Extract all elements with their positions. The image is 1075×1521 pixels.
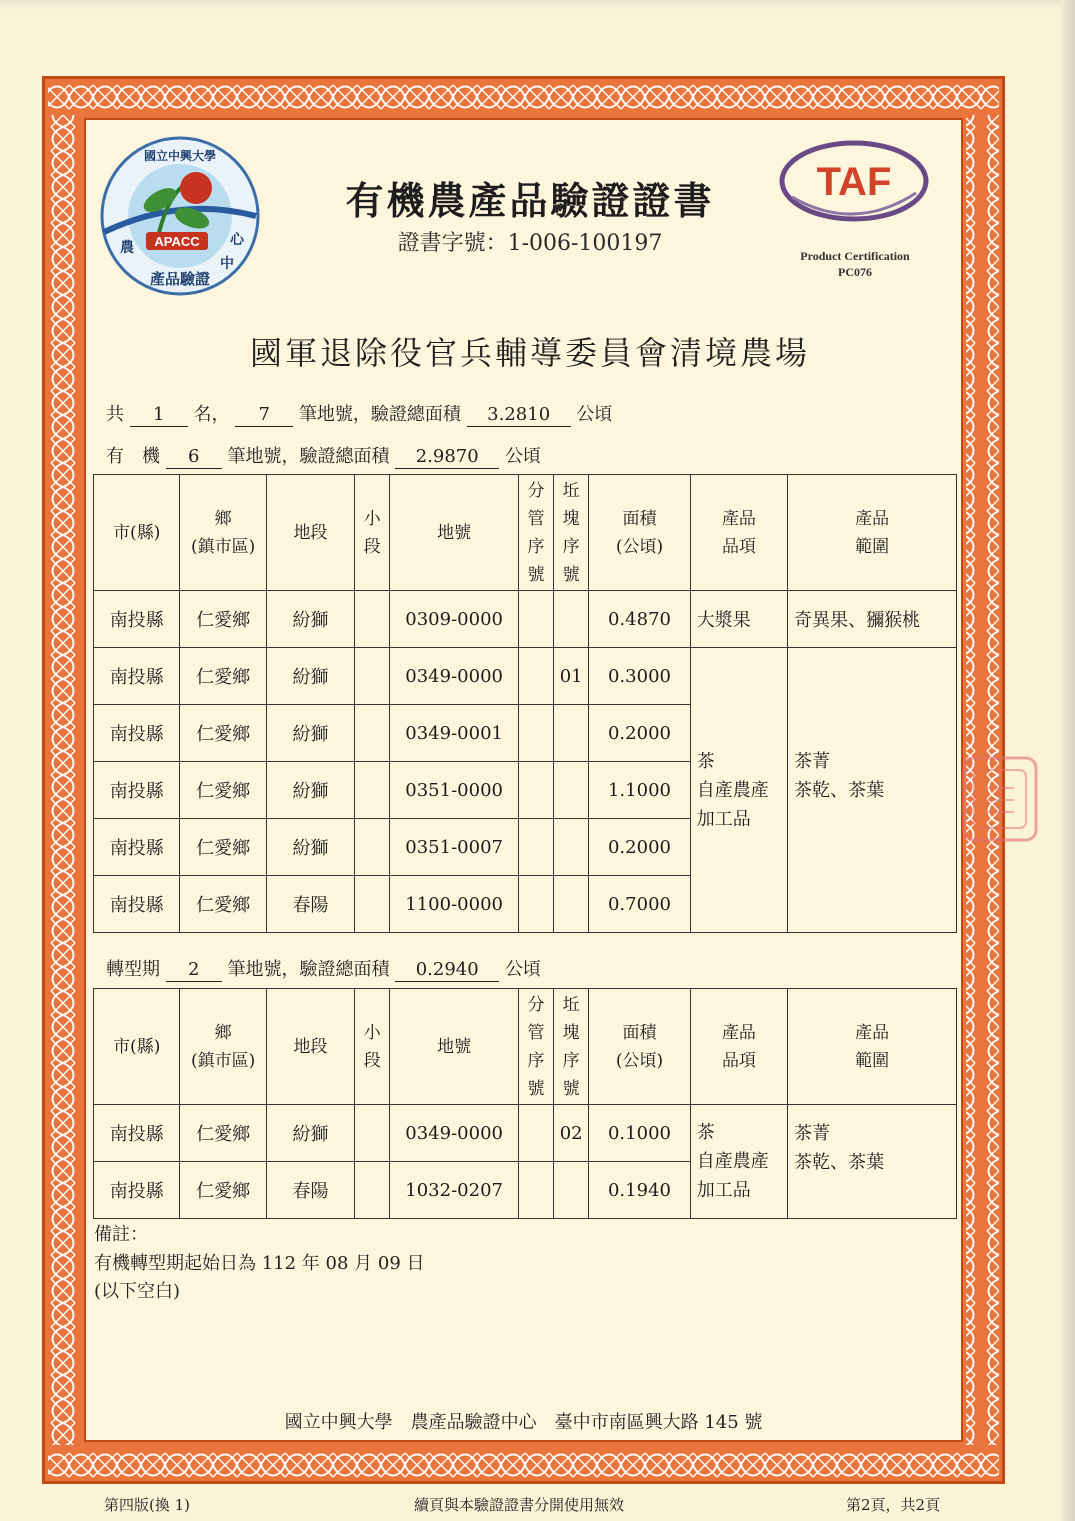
col-scope-1: 產品 bbox=[855, 508, 890, 529]
cell-area: 0.4870 bbox=[589, 591, 690, 648]
seal-stamp-icon bbox=[958, 748, 1040, 848]
col-county: 市(縣) bbox=[94, 475, 180, 591]
svg-text:APACC: APACC bbox=[154, 234, 200, 249]
taf-accreditation-text bbox=[780, 248, 930, 280]
cell-plot bbox=[554, 591, 589, 648]
transition-item-2: 自產農產 bbox=[696, 1151, 769, 1172]
cell-town: 仁愛鄉 bbox=[180, 819, 266, 876]
cell-subsection bbox=[355, 876, 390, 933]
cell-section: 紛獅 bbox=[266, 591, 354, 648]
mgmt-c2: 序 bbox=[527, 1050, 545, 1071]
col-area-2: (公頃) bbox=[615, 536, 664, 557]
cell-mgmt bbox=[518, 648, 553, 705]
cell-county: 南投縣 bbox=[94, 819, 180, 876]
cell-lot: 0349-0000 bbox=[390, 1105, 519, 1162]
transition-scope-1: 茶菁 bbox=[794, 1123, 831, 1144]
col-item bbox=[690, 989, 787, 1105]
cell-plot bbox=[554, 705, 589, 762]
organic-text: 筆地號，驗證總面積 bbox=[227, 446, 390, 467]
col-mgmt bbox=[518, 475, 553, 591]
col-plot bbox=[554, 475, 589, 591]
cell-section: 春陽 bbox=[266, 876, 354, 933]
cell-scope-group bbox=[788, 648, 957, 933]
organic-area: 2.9870 bbox=[395, 446, 499, 469]
cell-lot: 1100-0000 bbox=[390, 876, 519, 933]
mgmt-c0: 分 bbox=[527, 480, 545, 501]
cell-mgmt bbox=[518, 1105, 553, 1162]
taf-product-cert: Product Certification bbox=[800, 249, 910, 263]
cell-area: 0.3000 bbox=[589, 648, 690, 705]
cell-lot: 0351-0000 bbox=[390, 762, 519, 819]
cell-county: 南投縣 bbox=[94, 1105, 180, 1162]
cell-area: 1.1000 bbox=[589, 762, 690, 819]
col-town-2: (鎮市區) bbox=[190, 536, 256, 557]
col-section: 地段 bbox=[266, 475, 354, 591]
col-scope bbox=[788, 989, 957, 1105]
taf-logo-icon bbox=[778, 135, 930, 230]
transition-area: 0.2940 bbox=[395, 959, 499, 982]
transition-scope-2: 茶乾、茶葉 bbox=[794, 1152, 885, 1173]
transition-lot-table bbox=[93, 988, 957, 1219]
organic-label: 有 機 bbox=[106, 446, 160, 467]
cell-plot bbox=[554, 876, 589, 933]
transition-unit: 公頃 bbox=[504, 959, 541, 980]
cell-town: 仁愛鄉 bbox=[180, 762, 266, 819]
col-mgmt bbox=[518, 989, 553, 1105]
total-area: 3.2810 bbox=[467, 404, 571, 427]
cell-mgmt bbox=[518, 591, 553, 648]
col-lot: 地號 bbox=[390, 989, 519, 1105]
group-item-2: 自產農產 bbox=[696, 779, 769, 801]
cell-subsection bbox=[355, 591, 390, 648]
summary-total-line bbox=[106, 400, 612, 427]
organic-lots: 6 bbox=[166, 446, 222, 469]
cell-town: 仁愛鄉 bbox=[180, 648, 266, 705]
col-town-2: (鎮市區) bbox=[190, 1050, 256, 1071]
cell-scope: 奇異果、獼猴桃 bbox=[788, 591, 957, 648]
svg-text:TAF: TAF bbox=[816, 160, 892, 204]
col-subsection-1: 小 bbox=[363, 508, 381, 529]
col-section: 地段 bbox=[266, 989, 354, 1105]
apacc-seal-icon bbox=[96, 136, 264, 296]
scan-shadow-top bbox=[0, 0, 1075, 10]
transition-item-3: 加工品 bbox=[696, 1180, 751, 1201]
cell-lot: 0349-0000 bbox=[390, 648, 519, 705]
cell-subsection bbox=[355, 1162, 390, 1219]
continuation-note: 續頁與本驗證證書分開使用無效 bbox=[414, 1496, 625, 1514]
mgmt-c0: 分 bbox=[527, 994, 545, 1015]
group-item-3: 加工品 bbox=[696, 808, 751, 830]
cell-mgmt bbox=[518, 762, 553, 819]
table-row bbox=[94, 1105, 957, 1162]
cell-county: 南投縣 bbox=[94, 876, 180, 933]
remarks-line-1: 有機轉型期起始日為 112 年 08 月 09 日 bbox=[94, 1253, 425, 1274]
mgmt-c3: 號 bbox=[527, 564, 545, 585]
cell-mgmt bbox=[518, 705, 553, 762]
cell-subsection bbox=[355, 648, 390, 705]
svg-text:國立中興大學: 國立中興大學 bbox=[143, 149, 217, 163]
cell-area: 0.1940 bbox=[589, 1162, 690, 1219]
cell-item-group bbox=[690, 648, 787, 933]
cell-town: 仁愛鄉 bbox=[180, 705, 266, 762]
cell-mgmt bbox=[518, 876, 553, 933]
total-count: 1 bbox=[130, 404, 188, 427]
col-area-1: 面積 bbox=[622, 508, 657, 529]
transition-lots: 2 bbox=[166, 959, 222, 982]
cell-section: 紛獅 bbox=[266, 648, 354, 705]
transition-text: 筆地號，驗證總面積 bbox=[227, 959, 390, 980]
cell-item: 大漿果 bbox=[690, 591, 787, 648]
transition-item-1: 茶 bbox=[696, 1122, 715, 1143]
cell-subsection bbox=[355, 705, 390, 762]
cell-area: 0.1000 bbox=[589, 1105, 690, 1162]
organic-unit: 公頃 bbox=[504, 446, 541, 467]
col-area bbox=[589, 475, 690, 591]
col-town-1: 鄉 bbox=[214, 1022, 232, 1043]
cell-section: 紛獅 bbox=[266, 819, 354, 876]
certificate-number: 證書字號：1-006-100197 bbox=[397, 231, 663, 256]
col-town bbox=[180, 475, 266, 591]
cell-plot: 01 bbox=[554, 648, 589, 705]
table-header-row bbox=[94, 475, 957, 591]
cell-section: 紛獅 bbox=[266, 1105, 354, 1162]
cell-county: 南投縣 bbox=[94, 591, 180, 648]
table-row bbox=[94, 648, 957, 705]
cell-mgmt bbox=[518, 819, 553, 876]
cell-lot: 0349-0001 bbox=[390, 705, 519, 762]
col-item-2: 品項 bbox=[721, 536, 756, 557]
total-lots: 7 bbox=[235, 404, 293, 427]
cell-section: 春陽 bbox=[266, 1162, 354, 1219]
cell-subsection bbox=[355, 819, 390, 876]
svg-text:中: 中 bbox=[220, 256, 234, 272]
mgmt-c1: 管 bbox=[527, 508, 545, 529]
plot-c3: 號 bbox=[562, 1078, 580, 1099]
cell-county: 南投縣 bbox=[94, 762, 180, 819]
col-subsection-1: 小 bbox=[363, 1022, 381, 1043]
cell-town: 仁愛鄉 bbox=[180, 591, 266, 648]
scan-shadow-right bbox=[1061, 0, 1075, 1521]
cell-town: 仁愛鄉 bbox=[180, 876, 266, 933]
cell-town: 仁愛鄉 bbox=[180, 1162, 266, 1219]
cell-mgmt bbox=[518, 1162, 553, 1219]
plot-c2: 序 bbox=[562, 1050, 580, 1071]
svg-text:農: 農 bbox=[120, 240, 134, 256]
total-unit: 公頃 bbox=[576, 404, 613, 425]
mgmt-c3: 號 bbox=[527, 1078, 545, 1099]
plot-c1: 塊 bbox=[562, 1022, 580, 1043]
col-subsection bbox=[355, 989, 390, 1105]
plot-c3: 號 bbox=[562, 564, 580, 585]
table-row bbox=[94, 591, 957, 648]
svg-text:產品驗證: 產品驗證 bbox=[149, 270, 211, 288]
cell-county: 南投縣 bbox=[94, 648, 180, 705]
cell-area: 0.2000 bbox=[589, 705, 690, 762]
cell-county: 南投縣 bbox=[94, 1162, 180, 1219]
cell-section: 紛獅 bbox=[266, 762, 354, 819]
svg-text:心: 心 bbox=[230, 232, 244, 248]
organic-lot-table bbox=[93, 474, 957, 933]
summary-transition-line bbox=[106, 955, 541, 982]
page-number: 第2頁，共2頁 bbox=[846, 1496, 941, 1514]
cell-lot: 0309-0000 bbox=[390, 591, 519, 648]
col-plot bbox=[554, 989, 589, 1105]
col-subsection bbox=[355, 475, 390, 591]
col-town bbox=[180, 989, 266, 1105]
remarks-label: 備註： bbox=[94, 1224, 148, 1245]
cell-area: 0.2000 bbox=[589, 819, 690, 876]
col-item bbox=[690, 475, 787, 591]
cell-item-group bbox=[690, 1105, 787, 1219]
col-scope-1: 產品 bbox=[855, 1022, 890, 1043]
col-subsection-2: 段 bbox=[363, 536, 381, 557]
cell-town: 仁愛鄉 bbox=[180, 1105, 266, 1162]
taf-code: PC076 bbox=[838, 265, 872, 279]
cell-subsection bbox=[355, 762, 390, 819]
col-item-1: 產品 bbox=[721, 508, 756, 529]
cell-scope-group bbox=[788, 1105, 957, 1219]
form-version: 第四版(換 1) bbox=[104, 1496, 191, 1514]
mgmt-c2: 序 bbox=[527, 536, 545, 557]
col-town-1: 鄉 bbox=[214, 508, 232, 529]
total-suffix: 筆地號，驗證總面積 bbox=[298, 404, 461, 425]
issuer-address: 國立中興大學 農產品驗證中心 臺中市南區興大路 145 號 bbox=[284, 1412, 763, 1433]
cell-lot: 1032-0207 bbox=[390, 1162, 519, 1219]
plot-c0: 坵 bbox=[562, 480, 580, 501]
plot-c1: 塊 bbox=[562, 508, 580, 529]
col-area-2: (公頃) bbox=[615, 1050, 664, 1071]
cell-subsection bbox=[355, 1105, 390, 1162]
col-area bbox=[589, 989, 690, 1105]
col-scope bbox=[788, 475, 957, 591]
plot-c0: 坵 bbox=[562, 994, 580, 1015]
col-item-1: 產品 bbox=[721, 1022, 756, 1043]
cell-plot bbox=[554, 1162, 589, 1219]
col-scope-2: 範圍 bbox=[855, 1050, 890, 1071]
cell-county: 南投縣 bbox=[94, 705, 180, 762]
col-subsection-2: 段 bbox=[363, 1050, 381, 1071]
mgmt-c1: 管 bbox=[527, 1022, 545, 1043]
col-lot: 地號 bbox=[390, 475, 519, 591]
col-area-1: 面積 bbox=[622, 1022, 657, 1043]
transition-label: 轉型期 bbox=[106, 959, 160, 980]
table-header-row bbox=[94, 989, 957, 1105]
remarks-line-2: (以下空白) bbox=[94, 1281, 181, 1302]
cell-area: 0.7000 bbox=[589, 876, 690, 933]
col-scope-2: 範圍 bbox=[855, 536, 890, 557]
cell-lot: 0351-0007 bbox=[390, 819, 519, 876]
col-item-2: 品項 bbox=[721, 1050, 756, 1071]
certificate-title: 有機農產品驗證證書 bbox=[345, 178, 715, 223]
summary-organic-line bbox=[106, 442, 541, 469]
cell-plot bbox=[554, 819, 589, 876]
cell-plot: 02 bbox=[554, 1105, 589, 1162]
group-scope-2: 茶乾、茶葉 bbox=[794, 779, 885, 801]
cell-section: 紛獅 bbox=[266, 705, 354, 762]
group-scope-1: 茶菁 bbox=[794, 750, 831, 772]
plot-c2: 序 bbox=[562, 536, 580, 557]
total-prefix: 共 bbox=[106, 404, 124, 425]
cell-plot bbox=[554, 762, 589, 819]
farm-name: 國軍退除役官兵輔導委員會清境農場 bbox=[249, 334, 810, 372]
total-mid: 名， bbox=[193, 404, 230, 425]
col-county: 市(縣) bbox=[94, 989, 180, 1105]
group-item-1: 茶 bbox=[696, 750, 715, 772]
